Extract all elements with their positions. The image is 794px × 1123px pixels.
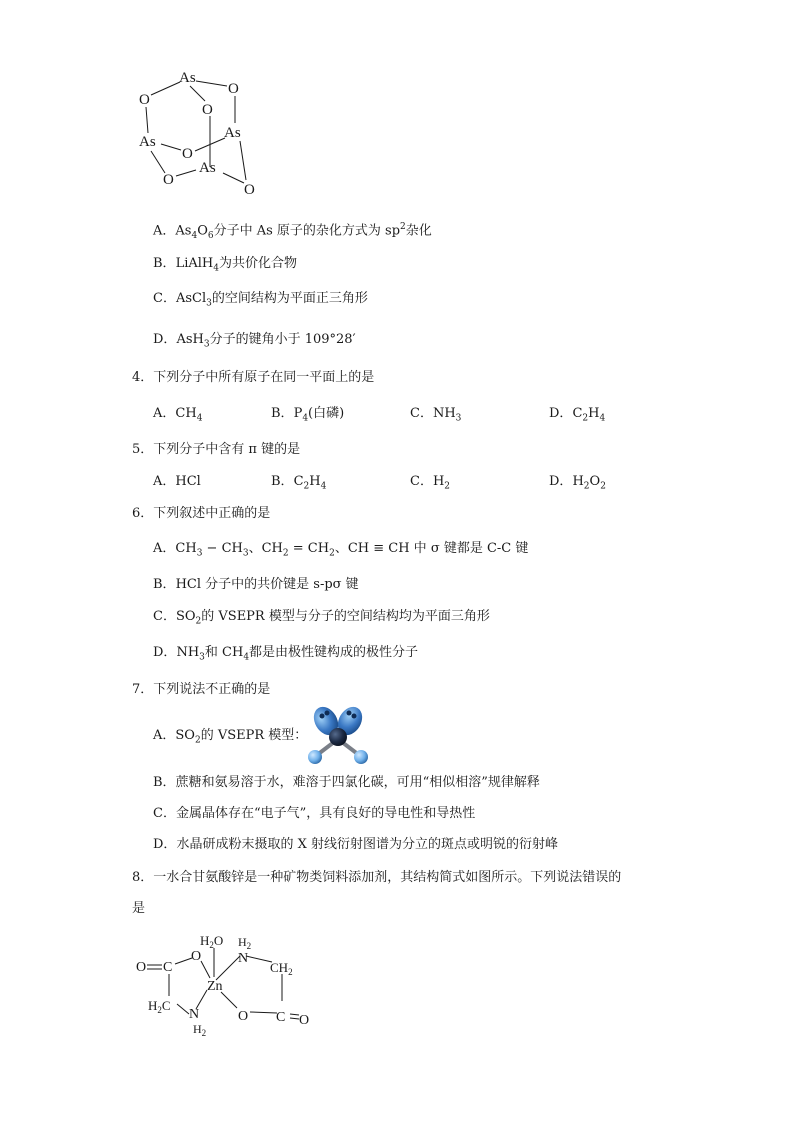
bonded-atom-left-sphere [308,750,322,764]
q5-option-a: A．HCl [153,474,201,489]
ring-o-right: O [238,1009,249,1024]
svg-text:H2O: $H_2O$ [200,933,224,950]
carbon-c-right: C [276,1010,286,1025]
o-atom-1: O [139,92,150,108]
q7-option-b: B．蔗糖和氨易溶于水，难溶于四氯化碳，可用“相似相溶”规律解释 [153,775,540,790]
o-atom-6: O [244,182,255,198]
q5-option-b: B．$C_2H_4$ [271,474,327,492]
lone-pair-dot-left-1 [320,714,325,719]
q6-option-a: A．$CH_3 - CH_3$、$CH_2 = CH_2$、CH ≡ CH 中 σ 键都是 C-C 键 [153,541,529,559]
amine-nh2-left [189,1007,206,1038]
carbonyl-o-left: O [136,960,147,975]
q6-option-d: D．$NH_3$和 $CH_4$都是由极性键构成的极性分子 [153,645,419,663]
o-atom-4: O [182,146,193,162]
q8-stem-line-2: 是 [132,901,146,916]
as-atom-right: As [224,125,241,141]
as-atom-top: As [179,70,196,86]
bonded-atom-right-sphere [354,750,368,764]
as4o6-structure-diagram [132,62,267,202]
q3-option-c: C．AsCl$_3$的空间结构为平面正三角形 [153,291,368,309]
lone-pair-dot-left-2 [325,711,330,716]
lone-pair-dot-right-2 [352,714,357,719]
svg-text:H2C: $H_2C$ [148,998,171,1015]
as-atom-bottom: As [199,160,216,176]
q3-option-b: B．LiAlH$_4$为共价化合物 [153,256,297,274]
as-atom-left: As [139,134,156,150]
methylene-h2c-left [148,998,171,1015]
o-atom-3: O [228,81,239,97]
water-label [200,933,223,950]
q5-option-c: C．$H_2$ [410,474,451,492]
q6-option-c: C．$SO_2$的 VSEPR 模型与分子的空间结构均为平面三角形 [153,609,490,627]
q4-option-c: C．$NH_3$ [410,406,462,424]
svg-text:N: N [189,1007,200,1022]
q3-option-d: D．AsH$_3$分子的键角小于 109°28′ [153,332,356,350]
carbonyl-o-right: O [299,1013,310,1028]
q6-option-b: B．HCl 分子中的共价键是 s-pσ 键 [153,577,359,592]
q4-option-d: D．$C_2H_4$ [549,406,606,424]
q4-option-a: A．$CH_4$ [153,406,203,424]
q8-stem-line-1: 8．一水合甘氨酸锌是一种矿物类饲料添加剂，其结构简式如图所示。下列说法错误的 [132,870,622,885]
q7-option-a: A．$SO_2$的 VSEPR 模型： [153,728,308,746]
lone-pair-dot-right-1 [347,711,352,716]
svg-text:CH2: $CH_2$ [270,960,293,977]
q3-option-a: A．$As_4O_6$分子中 As 原子的杂化方式为 $sp^2$杂化 [153,222,432,241]
o-atom-5: O [163,172,174,188]
q7-option-c: C．金属晶体存在“电子气”，具有良好的导电性和导热性 [153,806,476,821]
o-atom-2: O [202,102,213,118]
q5-option-d: D．$H_2O_2$ [549,474,606,492]
q6-stem: 6．下列叙述中正确的是 [132,506,271,521]
so2-vsepr-model-image [303,703,373,767]
zinc-atom: Zn [207,979,223,994]
q5-stem: 5．下列分子中含有 π 键的是 [132,442,301,457]
q4-stem: 4．下列分子中所有原子在同一平面上的是 [132,370,375,385]
zinc-glycinate-structure-diagram [132,928,322,1040]
q4-option-b: B．$P_4$(白磷) [271,406,345,424]
svg-text:N: N [238,951,249,966]
methylene-ch2-right [270,960,293,977]
carbon-c-left: C [163,960,173,975]
central-atom-sphere [329,728,347,746]
ring-o-left: O [191,949,202,964]
amine-nh2-right [238,935,251,966]
q7-stem: 7．下列说法不正确的是 [132,682,271,697]
svg-text:H2: $H_2$ [238,935,252,951]
q7-option-d: D．水晶研成粉末摄取的 X 射线衍射图谱为分立的斑点或明锐的衍射峰 [153,837,558,852]
svg-text:H2: $H_2$ [193,1022,207,1038]
